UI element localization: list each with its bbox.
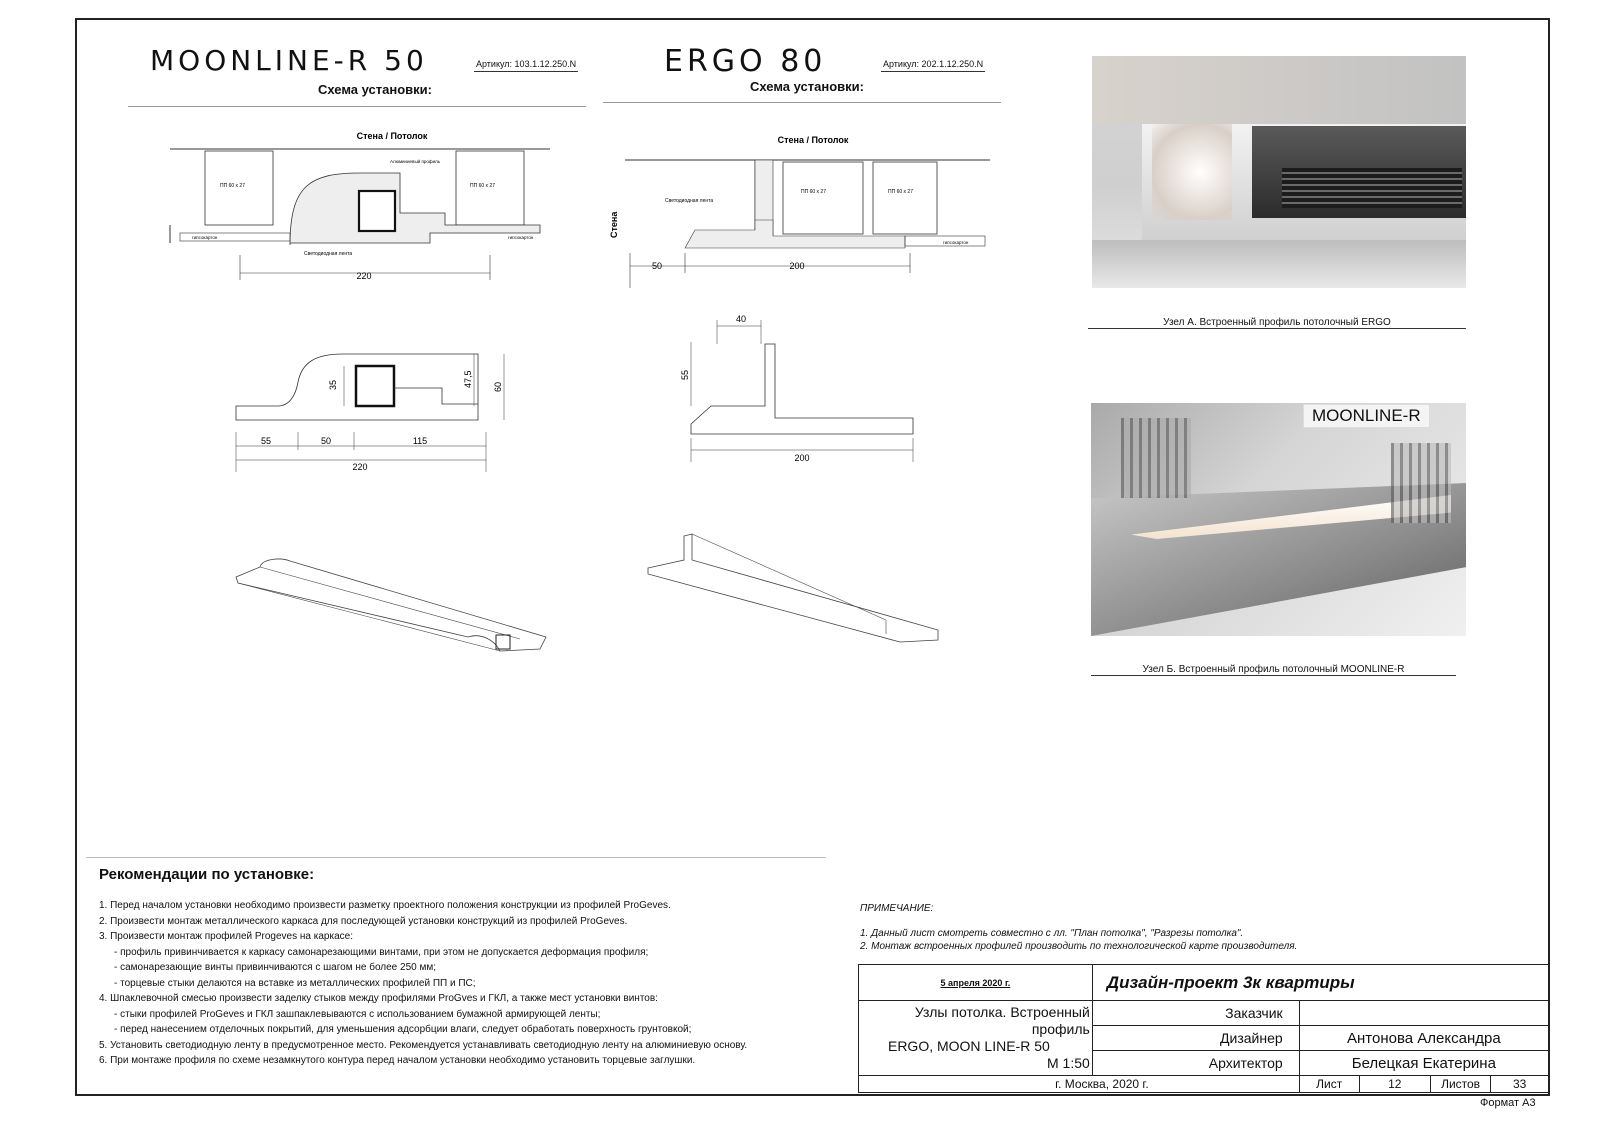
notes-line-2: 2. Монтаж встроенных профилей производить по технологической карте производителя. bbox=[860, 941, 1298, 952]
moonline-gkl-left: гипсокартон bbox=[192, 235, 218, 240]
stamp-sheets-label: Листов bbox=[1430, 1076, 1491, 1093]
moonline-dim-220: 220 bbox=[352, 462, 368, 472]
ergo-pp-1: ПП 60 х 27 bbox=[801, 189, 826, 195]
notes-title: ПРИМЕЧАНИЕ: bbox=[860, 903, 934, 914]
recommendation-subitem: - стыки профилей ProGeves и ГКЛ зашпаклевываются с использованием бумажной армирующей ленты; bbox=[114, 1008, 601, 1020]
ergo-scheme-title: Схема установки: bbox=[750, 79, 864, 94]
stamp-architect-label: Архитектор bbox=[1092, 1051, 1299, 1076]
moonline-install-scheme bbox=[160, 125, 580, 290]
moonline-wall-ceiling-label: Стена / Потолок bbox=[356, 131, 428, 141]
recommendation-subitem: - профиль привинчивается к каркасу самонарезающими винтами, при этом не допускается деформация профиля; bbox=[114, 946, 649, 958]
format-label: Формат А3 bbox=[1480, 1097, 1536, 1109]
recommendation-item: 5. Установить светодиодную ленту в предусмотренное место. Рекомендуется устанавливать светодиодную ленту на алюминиевую основу. bbox=[99, 1039, 748, 1051]
moonline-section bbox=[228, 340, 518, 475]
ergo-dim-200-install: 200 bbox=[789, 261, 805, 271]
moonline-led-strip: Светодиодная лента bbox=[304, 251, 353, 257]
title-block bbox=[858, 964, 1549, 1093]
moonline-dim-55: 55 bbox=[260, 436, 272, 446]
moonline-title: MOONLINE-R 50 bbox=[150, 44, 428, 77]
ergo-dim-40: 40 bbox=[735, 314, 747, 324]
stamp-customer bbox=[1299, 1001, 1548, 1026]
photo-uzel-a-caption: Узел А. Встроенный профиль потолочный ERGO bbox=[1088, 317, 1466, 329]
recommendations-list bbox=[99, 898, 839, 1069]
stamp-sheet-title-line-2: ERGO, MOON LINE-R 50 bbox=[887, 1038, 1050, 1054]
stamp-sheet-title bbox=[859, 1001, 1093, 1076]
photo-uzel-a bbox=[1092, 56, 1466, 288]
moonline-article: Артикул: 103.1.12.250.N bbox=[474, 59, 578, 72]
recommendation-item: 2. Произвести монтаж металлического каркаса для последующей установки конструкций из профилей ProGeves. bbox=[99, 915, 628, 927]
recommendation-item: 4. Шпаклевочной смесью произвести заделку стыков между профилями ProGves и ГКЛ, а также мест установки винтов: bbox=[99, 993, 658, 1004]
recommendation-item: 1. Перед началом установки необходимо произвести разметку проектного положения конструкции из профилей ProGeves. bbox=[99, 900, 671, 911]
stamp-designer: Антонова Александра bbox=[1299, 1026, 1548, 1051]
stamp-architect: Белецкая Екатерина bbox=[1299, 1051, 1548, 1076]
stamp-scale: М 1:50 bbox=[1046, 1055, 1090, 1071]
moonline-scheme-title: Схема установки: bbox=[318, 82, 432, 97]
moonline-dim-60: 60 bbox=[493, 381, 503, 392]
moonline-dim-47-5: 47,5 bbox=[463, 370, 473, 388]
recommendation-item: 6. При монтаже профиля по схеме незамкнутого контура перед началом установки необходимо установить торцевые заглушки. bbox=[99, 1055, 696, 1066]
moonline-pp-left: ПП 60 х 27 bbox=[220, 183, 245, 189]
ergo-section bbox=[675, 310, 925, 470]
ergo-title: ERGO 80 bbox=[664, 44, 827, 79]
ergo-led-strip: Светодиодная лента bbox=[665, 198, 714, 204]
ergo-pp-2: ПП 60 х 27 bbox=[888, 189, 913, 195]
moonline-gkl-right: гипсокартон bbox=[508, 235, 534, 240]
ergo-dim-55: 55 bbox=[680, 369, 690, 380]
ergo-gkl: гипсокартон bbox=[943, 240, 969, 245]
moonline-dim-220-install: 220 bbox=[356, 271, 372, 281]
ergo-dim-200: 200 bbox=[794, 453, 810, 463]
moonline-pp-right: ПП 60 х 27 bbox=[470, 183, 495, 189]
notes-line-1: 1. Данный лист смотреть совместно с лл. "План потолка", "Разрезы потолка". bbox=[860, 928, 1244, 939]
ergo-wall-ceiling-label: Стена / Потолок bbox=[777, 135, 849, 145]
stamp-sheet-no: 12 bbox=[1359, 1076, 1430, 1093]
stamp-sheets-total: 33 bbox=[1491, 1076, 1549, 1093]
ergo-dim-50: 50 bbox=[651, 261, 663, 271]
ergo-3d-sketch bbox=[640, 530, 950, 645]
recommendations-title: Рекомендации по установке: bbox=[99, 866, 315, 883]
recommendation-subitem: - самонарезающие винты привинчиваются с шагом не более 250 мм; bbox=[114, 962, 437, 973]
ergo-wall-label: Стена bbox=[609, 211, 619, 238]
moonline-alu-profile: Алюминиевый профиль bbox=[390, 159, 441, 164]
stamp-designer-label: Дизайнер bbox=[1092, 1026, 1299, 1051]
recommendations-divider bbox=[86, 857, 826, 858]
stamp-city: г. Москва, 2020 г. bbox=[859, 1076, 1300, 1093]
photo-uzel-b-label: MOONLINE-R bbox=[1303, 404, 1430, 428]
moonline-dim-115: 115 bbox=[412, 436, 428, 446]
moonline-divider bbox=[128, 106, 586, 107]
moonline-dim-50: 50 bbox=[320, 436, 332, 446]
recommendation-item: 3. Произвести монтаж профилей Progeves на каркасе: bbox=[99, 931, 353, 942]
stamp-project: Дизайн-проект 3к квартиры bbox=[1092, 965, 1548, 1001]
photo-uzel-b-caption: Узел Б. Встроенный профиль потолочный MOONLINE-R bbox=[1091, 664, 1456, 676]
ergo-install-scheme bbox=[605, 128, 1005, 293]
stamp-customer-label: Заказчик bbox=[1092, 1001, 1299, 1026]
ergo-article: Артикул: 202.1.12.250.N bbox=[881, 59, 985, 72]
photo-uzel-b bbox=[1091, 403, 1466, 636]
moonline-3d-sketch bbox=[230, 555, 550, 660]
ergo-divider bbox=[603, 102, 1001, 103]
stamp-sheet-title-line-1: Узлы потолка. Встроенный профиль bbox=[914, 1004, 1090, 1037]
stamp-sheet-label: Лист bbox=[1299, 1076, 1359, 1093]
recommendation-subitem: - перед нанесением отделочных покрытий, для уменьшения адсорбции влаги, следует обработать поверхность грунтовкой; bbox=[114, 1024, 692, 1035]
moonline-dim-35: 35 bbox=[328, 379, 338, 390]
recommendation-subitem: - торцевые стыки делаются на вставке из металлических профилей ПП и ПС; bbox=[114, 977, 476, 989]
stamp-date: 5 апреля 2020 г. bbox=[859, 965, 1093, 1001]
